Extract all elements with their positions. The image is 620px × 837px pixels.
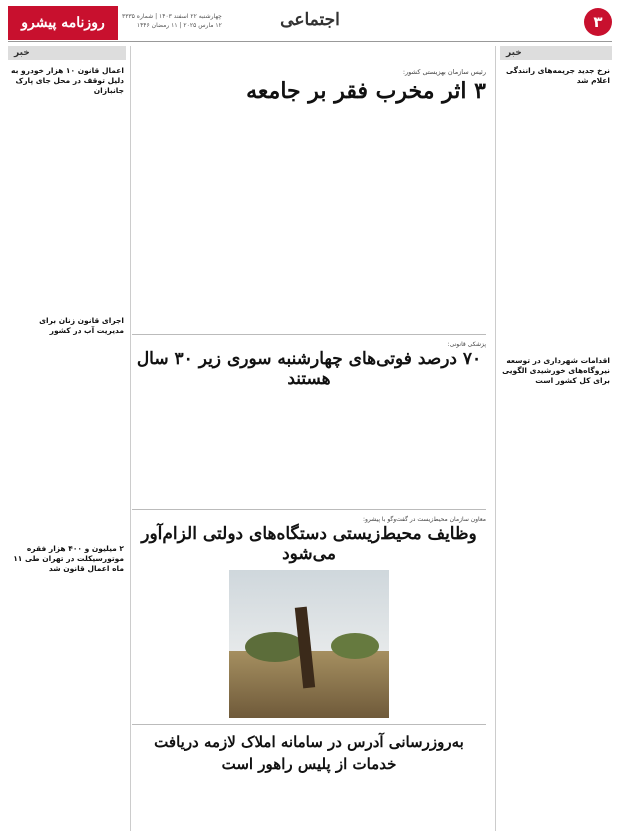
third-kicker: معاون سازمان محیط‌زیست در گفت‌وگو با پیشرو: (362, 516, 486, 523)
issue-date-line-2: ۱۲ مارس ۲۰۲۵ | ۱۱ رمضان ۱۴۴۶ (136, 22, 222, 29)
news-section-bar: خبر (8, 46, 126, 60)
newspaper-logo: روزنامه پیشرو (8, 6, 118, 40)
lead-kicker: رئیس سازمان بهزیستی کشور: (402, 68, 486, 76)
page-number-badge: ۳ (584, 8, 612, 36)
fourth-headline: به‌روزرسانی آدرس در سامانه املاک لازمه دریافت خدمات از پلیس راهور است (154, 733, 464, 773)
issue-date-line: چهارشنبه ۲۲ اسفند ۱۴۰۳ | شماره ۳۳۳۵ (122, 13, 222, 20)
story-divider (132, 334, 486, 335)
left-news-column (8, 46, 126, 831)
news-section-bar: خبر (500, 46, 612, 60)
issue-info (122, 12, 222, 30)
photo-bush (245, 632, 305, 662)
third-story-row (132, 570, 486, 718)
news-headline: ۲ میلیون و ۴۰۰ هزار فقره موتورسیکلت در تهران طی ۱۱ ماه اعمال قانون شد (13, 544, 124, 573)
story-divider (132, 724, 486, 725)
second-kicker: پزشکی قانونی: (447, 341, 486, 348)
news-headline: اقدامات شهرداری در توسعه نیروگاه‌های خورشیدی الگویی برای کل کشور است (502, 356, 610, 385)
news-headline: نرخ جدید جریمه‌های رانندگی اعلام شد (505, 66, 610, 85)
article-body-area (132, 570, 223, 662)
masthead (0, 6, 620, 40)
column-divider-right (495, 46, 496, 831)
article-body-area (395, 570, 486, 662)
right-news-column (500, 46, 612, 831)
column-divider-left (130, 46, 131, 831)
news-headline: اعمال قانون ۱۰ هزار خودرو به دلیل توقف در محل جای پارک جانبازان (11, 66, 124, 95)
article-body-area (132, 779, 486, 835)
masthead-divider (8, 41, 612, 42)
environment-photo (229, 570, 389, 718)
section-title: اجتماعی (280, 10, 340, 30)
second-headline: ۷۰ درصد فوتی‌های چهارشنبه سوری زیر ۳۰ سال هستند (136, 349, 482, 389)
center-column (132, 46, 486, 831)
photo-bush (331, 633, 379, 659)
lead-headline: ۳ اثر مخرب فقر بر جامعه (246, 78, 486, 104)
article-body-area (132, 395, 486, 503)
news-headline: اجرای قانون زنان برای مدیریت آب در کشور (39, 316, 124, 335)
article-body-area (132, 110, 486, 328)
third-headline: وظایف محیط‌زیستی دستگاه‌های دولتی الزام‌آور می‌شود (141, 524, 477, 564)
story-divider (132, 509, 486, 510)
